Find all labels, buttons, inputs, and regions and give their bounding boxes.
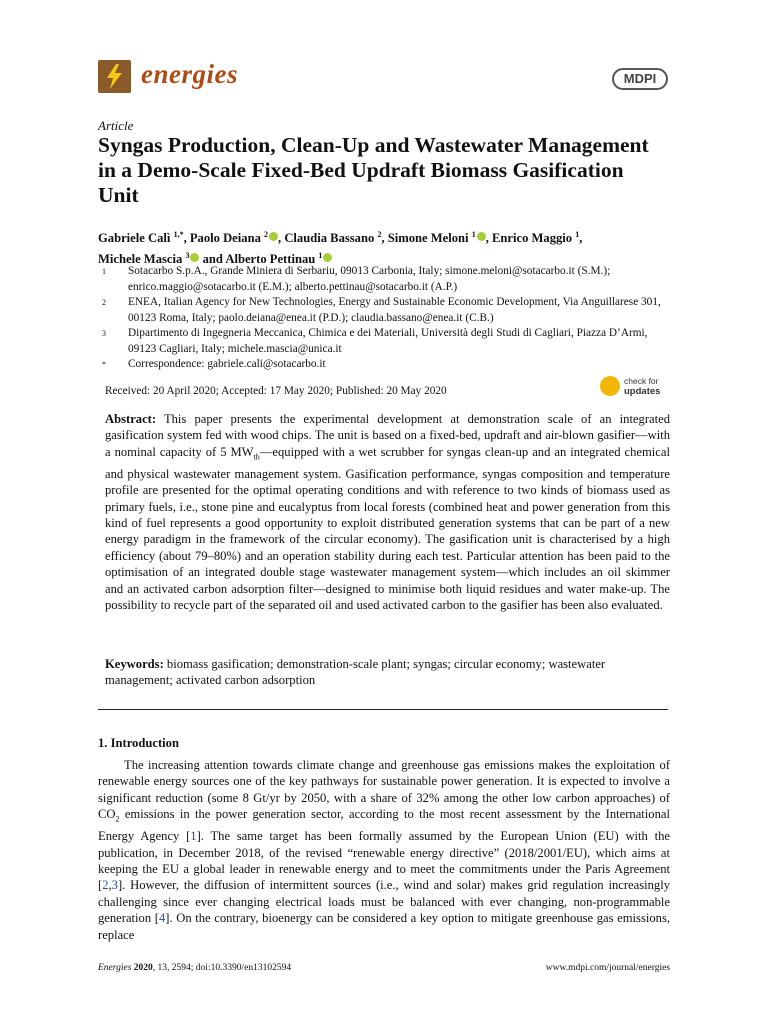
author-list: Gabriele Calì $^{1,*}$, Paolo Deiana $^2$ , Claudia Bassano $^2$, Simone Meloni $^1$ , Enrico Maggio $^1$, Michele Mascia $^3$ and Alberto Pettinau $^1$ (98, 230, 583, 267)
author[interactable]: Simone Meloni $^1$ (388, 231, 486, 245)
keywords: Keywords: biomass gasification; demonstration-scale plant; syngas; circular economy; wastewater management; activated carbon adsorption (105, 657, 606, 688)
author[interactable]: Enrico Maggio $^1$ (492, 230, 580, 246)
citation-link[interactable]: 3 (111, 878, 118, 893)
section-heading: 1. Introduction (98, 736, 179, 750)
affiliation: 3 Dipartimento di Ingegneria Meccanica, Chimica e dei Materiali, Università degli Studi di Cagliari, Piazza D’Armi, 09123 Cagliari, Italy; michele.mascia@unica.it (102, 327, 648, 355)
divider (98, 709, 668, 710)
keywords-label: Keywords: (105, 657, 164, 671)
affiliation: 2 ENEA, Italian Agency for New Technologies, Energy and Sustainable Economic Development, Via Anguillarese 301, 00123 Roma, Italy; paolo.deiana@enea.it (P.D.); claudia.bassano@enea.it (C.B.) (102, 296, 661, 324)
citation-link[interactable]: 1 (190, 829, 197, 844)
citation-link[interactable]: 2 (102, 878, 109, 893)
orcid-icon[interactable] (323, 253, 332, 262)
author[interactable]: Michele Mascia $^3$ (98, 252, 199, 266)
journal-name: energies (141, 59, 238, 89)
citation-link[interactable]: 4 (158, 911, 166, 926)
abstract: Abstract: This paper presents the experimental development at demonstration scale of an integrated gasification system fed with wood chips. The unit is based on a fixed-bed, updraft and air-blown gasifier—with a nominal capacity of 5 $MW_{th}—equipped$ with a wet scrubber for syngas clean-up and an integrated chemical and physical wastewater management system. Gasification performance, syngas composition and temperature profile are presented for the optimal operating conditions and with reference to two kinds of biomass used as primary fuels, i.e., stone pine and eucalyptus from local forests (combined heat and power generation from this kind of fuel represents a good opportunity to exploit distributed generation systems that can be part of a new energy paradigm in the framework of the circular economy). The gasification unit is characterised by a high efficiency (about 79–80%) and an operation stability during each test. Particular attention has been paid to the optimisation of an integrated double stage wastewater management system—which includes an oil skimmer and an activated carbon adsorption filter—designed to minimise both liquid residues and water make-up. The possibility to recycle part of the separated oil and used activated carbon to the gasifier has been also evaluated. (105, 412, 670, 612)
publication-dates: Received: 20 April 2020; Accepted: 17 May 2020; Published: 20 May 2020 (105, 385, 447, 397)
author[interactable]: Alberto Pettinau $^1$ (225, 252, 332, 266)
footer-url[interactable]: www.mdpi.com/journal/energies (545, 963, 670, 973)
orcid-icon[interactable] (269, 232, 278, 241)
author[interactable]: Claudia Bassano $^2$ (284, 230, 382, 246)
affiliation: 1 Sotacarbo S.p.A., Grande Miniera di Serbariu, 09013 Carbonia, Italy; simone.meloni@sotacarbo.it (S.M.); enrico.maggio@sotacarbo.it (E.M.); alberto.pettinau@sotacarbo.it (A.P.) (102, 265, 611, 293)
footer-citation: Energies 2020, 13, 2594; doi:10.3390/en13102594 (98, 963, 292, 973)
article-type: Article (98, 118, 134, 133)
check-for-updates-badge[interactable]: check for updates (600, 376, 670, 398)
author[interactable]: Gabriele Calì $^{1,*}$ (98, 230, 184, 246)
correspondence: * Correspondence: gabriele.cali@sotacarbo.it (102, 358, 326, 370)
paper-title: Syngas Production, Clean-Up and Wastewater Management in a Demo-Scale Fixed-Bed Updraft Biomass Gasification Unit (98, 133, 649, 207)
orcid-icon[interactable] (477, 232, 486, 241)
intro-paragraph: The increasing attention towards climate change and greenhouse gas emissions makes the exploitation of renewable energy sources one of the key pathways for sustainable power generation. It is expected to involve a significant reduction (some 8 Gt/yr by 2050, with a share of 32% among the other low carbon approaches) of $CO_2$ emissions in the power generation sector, according to the most recent assessment by the International Energy Agency [1]. The same target has been formally assumed by the European Union (EU) with the publication, in December 2018, of the revised “renewable energy directive” (2018/2001/EU), which aims at keeping the EU a global leader in renewable energy and to meet the commitments under the Paris Agreement [2,3]. However, the diffusion of intermittent sources (i.e., wind and solar) makes grid regulation increasingly challenging since ever changing electrical loads must be balanced with ever changing, non-programmable generation [4]. On the contrary, bioenergy can be considered a key option to mitigate greenhouse gas emissions, replace (98, 758, 670, 942)
affiliations (98, 264, 673, 373)
publisher-logo: MDPI (612, 68, 668, 90)
journal-logo-icon (98, 60, 131, 93)
check-updates-icon (600, 376, 620, 396)
author[interactable]: Paolo Deiana $^2$ (190, 231, 278, 245)
abstract-label: Abstract: (105, 412, 157, 426)
